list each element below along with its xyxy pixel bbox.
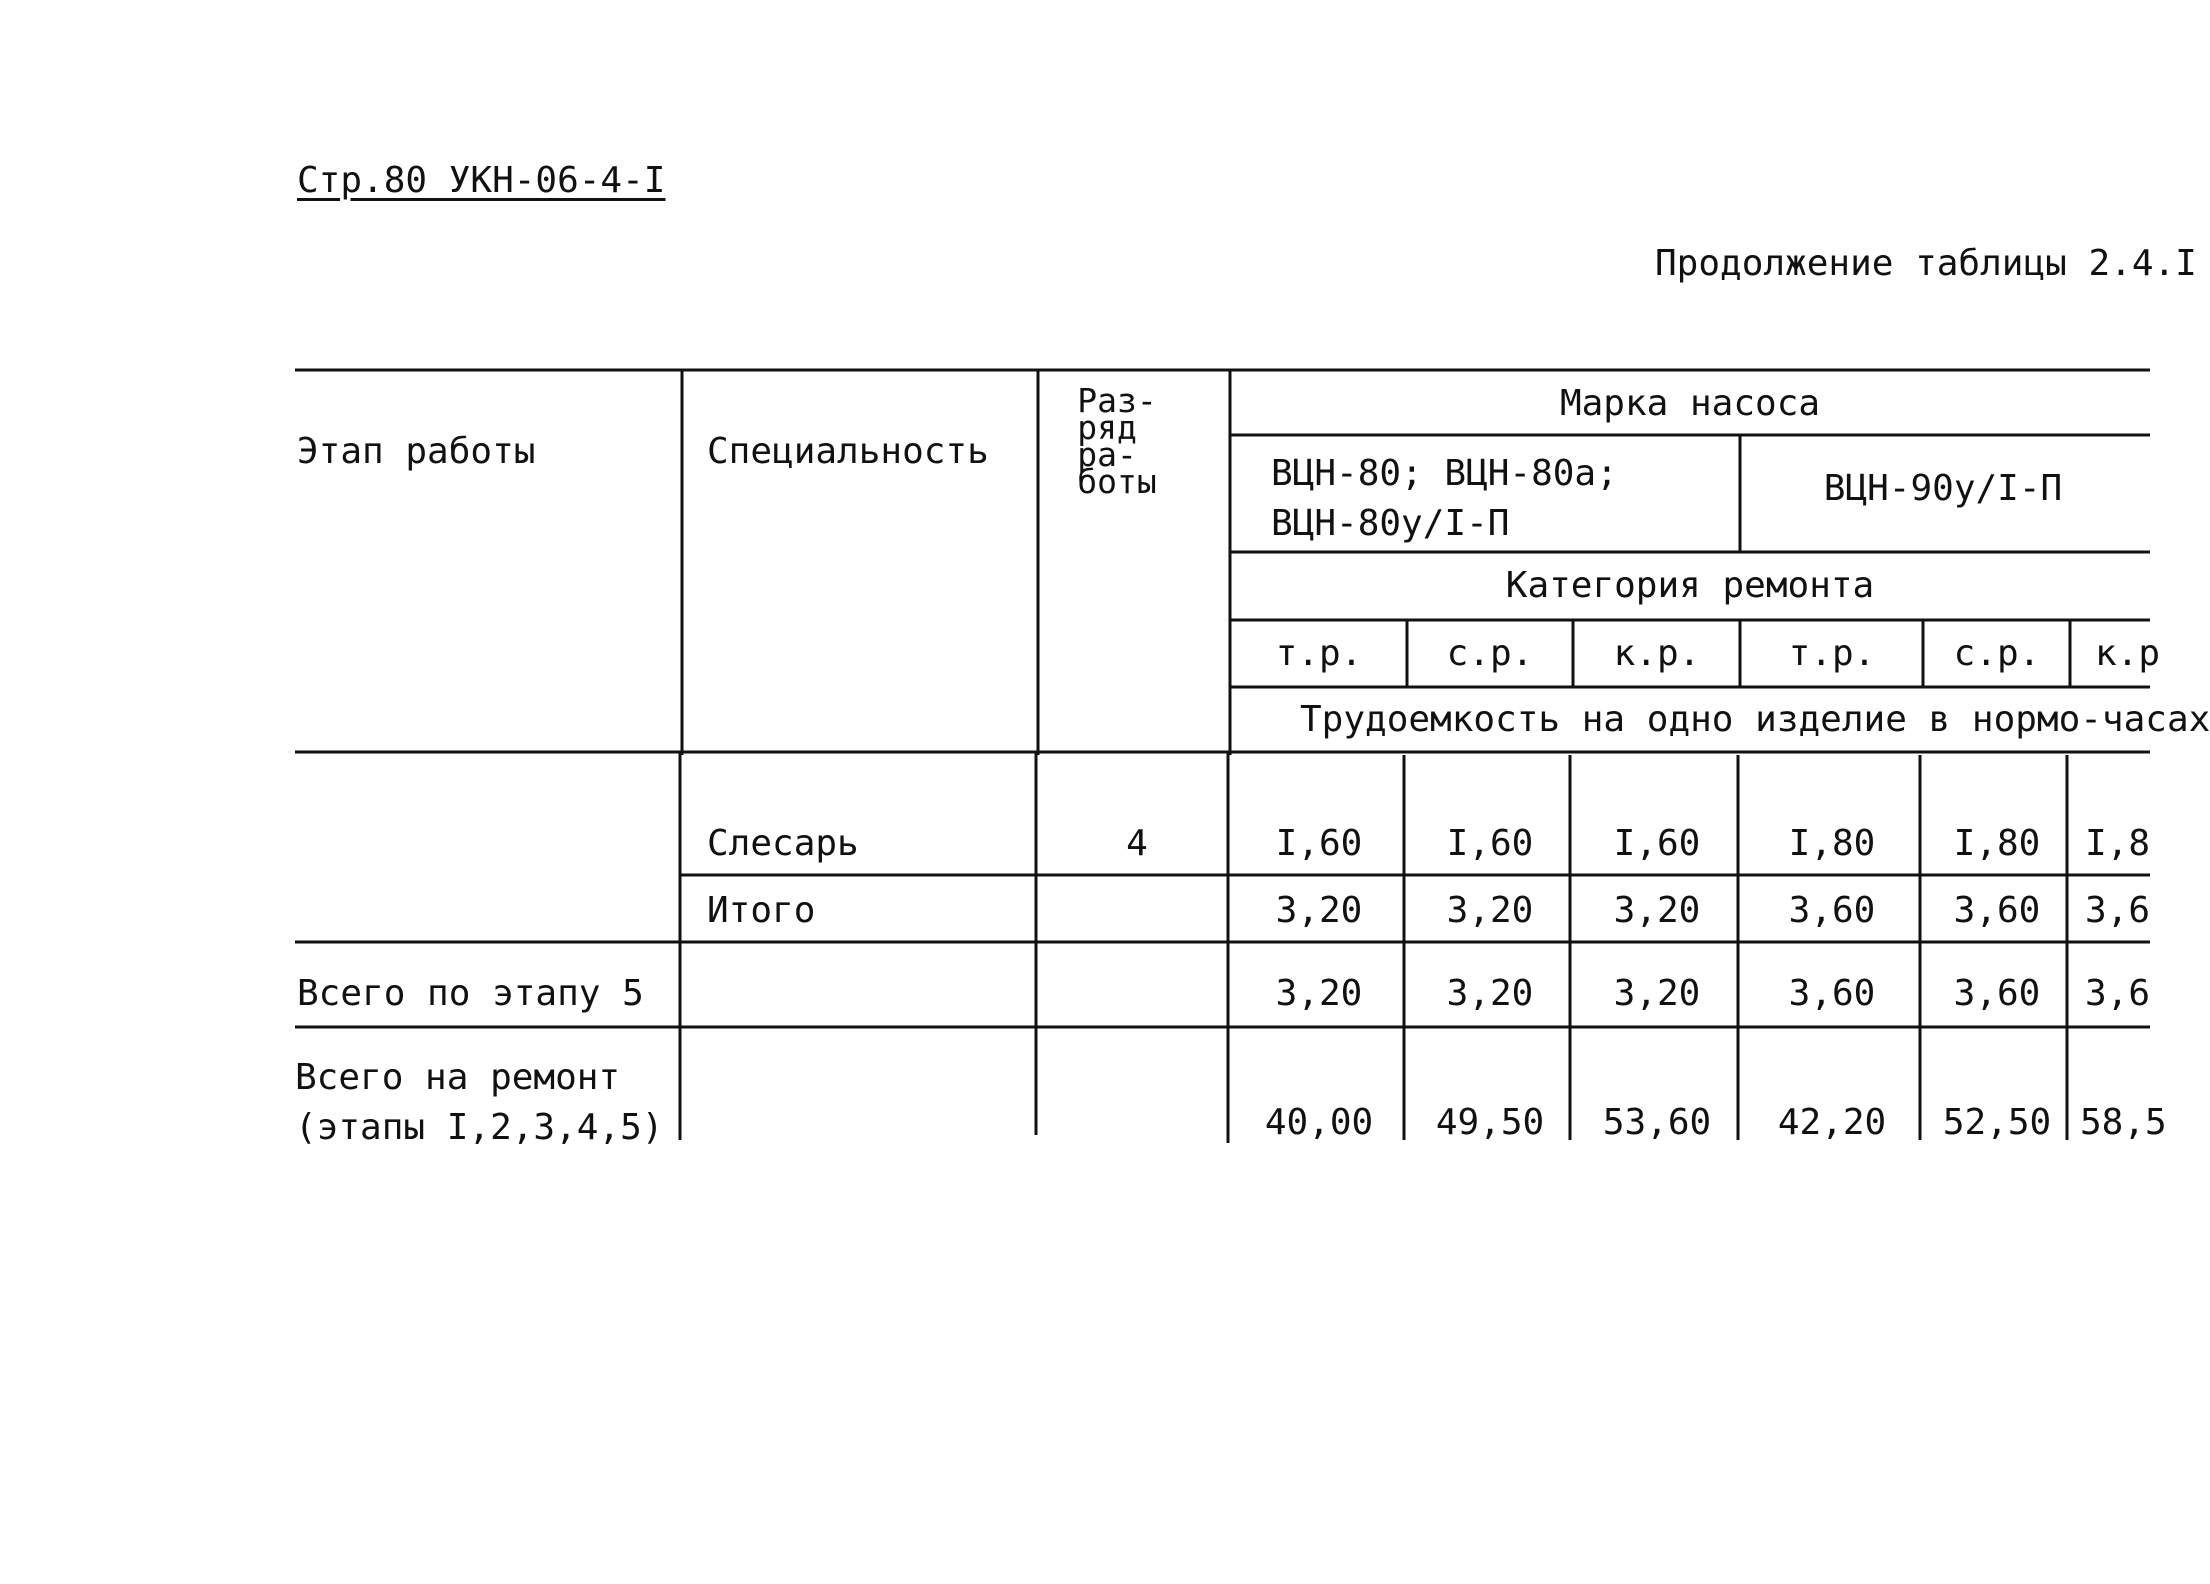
table-row-grade: 4 xyxy=(1126,823,1148,864)
table-cell-value: 42,20 xyxy=(1777,1102,1887,1143)
table-cell-value: 3,60 xyxy=(1788,890,1876,931)
table-cell-value: I,80 xyxy=(1788,823,1876,864)
header-pump-group-2: ВЦН-90у/I-П xyxy=(1823,468,2063,509)
table-cell-value: 58,5 xyxy=(2080,1102,2167,1143)
table-cell-value: I,60 xyxy=(1446,823,1534,864)
table-cell-value: 3,20 xyxy=(1275,973,1363,1014)
table-cell-value: 3,20 xyxy=(1446,890,1534,931)
table-cell-value: 53,60 xyxy=(1602,1102,1712,1143)
header-category-cell: с.р. xyxy=(1446,633,1534,674)
table-cell-value: 3,60 xyxy=(1788,973,1876,1014)
header-category-cell: к.р xyxy=(2095,633,2161,674)
table-cell-value: 3,6 xyxy=(2085,890,2151,931)
header-category-cell: т.р. xyxy=(1275,633,1363,674)
table-row-specialty: Итого xyxy=(707,890,816,931)
table-cell-value: I,80 xyxy=(1953,823,2041,864)
table-cell-value: 3,20 xyxy=(1613,890,1701,931)
header-pump-brand: Марка насоса xyxy=(1559,383,1821,424)
header-grade: Раз- ряд ра- боты xyxy=(1077,381,1157,501)
header-category-cell: с.р. xyxy=(1953,633,2041,674)
table-cell-value: I,60 xyxy=(1275,823,1363,864)
labor-table xyxy=(295,365,2210,1165)
table-cell-value: 3,6 xyxy=(2085,973,2151,1014)
header-labor-note: Трудоемкость на одно изделие в нормо-часах xyxy=(1300,699,2210,740)
header-repair-category: Категория ремонта xyxy=(1505,565,1875,606)
table-row-specialty: Слесарь xyxy=(707,823,859,864)
table-cell-value: I,60 xyxy=(1613,823,1701,864)
header-pump-group-1: ВЦН-80; ВЦН-80а; ВЦН-80у/I-П xyxy=(1271,453,1618,544)
header-category-cell: к.р. xyxy=(1613,633,1701,674)
table-row-stage: Всего на ремонт (этапы I,2,3,4,5) xyxy=(295,1057,664,1148)
header-category-cell: т.р. xyxy=(1788,633,1876,674)
table-cell-value: 52,50 xyxy=(1942,1102,2052,1143)
table-cell-value: 40,00 xyxy=(1264,1102,1374,1143)
table-continuation-label: Продолжение таблицы 2.4.I xyxy=(1655,243,2197,284)
page-reference: Стр.80 УКН-06-4-I xyxy=(297,160,666,201)
table-cell-value: 3,60 xyxy=(1953,890,2041,931)
table-row-stage: Всего по этапу 5 xyxy=(297,973,644,1014)
table-cell-value: I,8 xyxy=(2085,823,2151,864)
table-cell-value: 49,50 xyxy=(1435,1102,1545,1143)
table-cell-value: 3,20 xyxy=(1275,890,1363,931)
table-cell-value: 3,60 xyxy=(1953,973,2041,1014)
header-specialty: Специальность xyxy=(707,431,989,472)
header-stage: Этап работы xyxy=(297,431,536,472)
table-cell-value: 3,20 xyxy=(1613,973,1701,1014)
table-cell-value: 3,20 xyxy=(1446,973,1534,1014)
